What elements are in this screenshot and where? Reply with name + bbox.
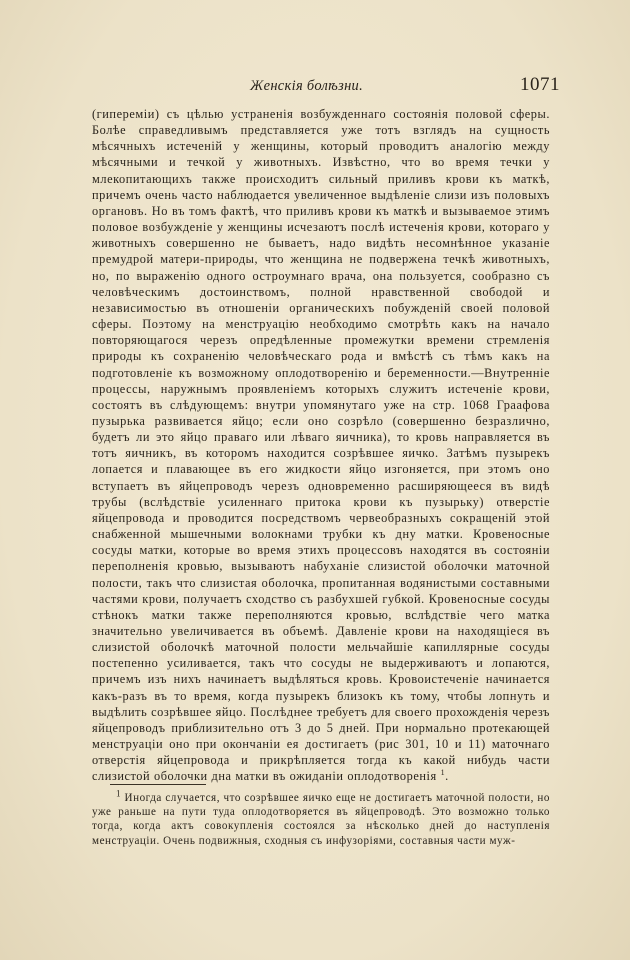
footnote-reference: 1 [440, 768, 446, 778]
body-paragraph: (гипереміи) съ цѣлью устраненія возбужденнаго состоянія половой сферы. Болѣе справедливымъ представляется уже тотъ взглядъ на сущность мѣсячныхъ истеченій у женщины, который проводитъ аналогію между мѣсячными и течкой у животныхъ. Извѣстно, что во время течки у млекопитающихъ также происходитъ сильный приливъ крови къ маткѣ, причемъ очень часто наблюдается увеличенное выдѣленіе слизи изъ половыхъ органовъ. Но въ томъ фактѣ, что приливъ крови къ маткѣ и вызываемое этимъ половое возбужденіе у женщины исчезаютъ послѣ истеченія крови, котораго у животныхъ совершенно не бываетъ, надо видѣть несомнѣнное указаніе премудрой матери-природы, что женщина не подвержена течкѣ животныхъ, но, по выраженію одного остроумнаго врача, она пользуется, сообразно съ человѣческимъ достоинствомъ, полной нравственной свободой и независимостью въ отношеніи органическихъ побужденій своей половой сферы. Поэтому на менструацію необходимо смотрѣть какъ на начало повторяющагося черезъ опредѣленные промежутки времени стремленія природы къ сохраненію человѣческаго рода и вмѣстѣ съ тѣмъ какъ на подготовленіе къ возможному оплодотворенію и беременности.—Внутренніе процессы, наружнымъ проявленіемъ которыхъ служитъ истеченіе крови, состоятъ въ слѣдующемъ: внутри упомянутаго уже на стр. 1068 Граафова пузырька развивается яйцо; если оно созрѣло (совершенно безразлично, будетъ ли это яйцо праваго или лѣваго яичника), то кровь направляется въ тотъ яичникъ, въ которомъ находится созрѣвшее яичко. Затѣмъ пузырекъ лопается и плавающее въ его жидкости яйцо изгоняется, при этомъ оно вступаетъ въ яйцепроводъ черезъ одновременно расширяющееся въ видѣ трубы (вслѣдствіе усиленнаго притока крови къ пузырьку) отверстіе яйцепровода и проводится посредствомъ червеобразныхъ сокращеній этой снабженной мышечными волокнами трубки къ дну матки. Кровеносные сосуды матки, которые во время этихъ процессовъ находятся въ состояніи переполненія кровью, вызываютъ набуханіе слизистой оболочки маточной полости, такъ что слизистая оболочка, пропитанная водянистыми составными частями крови, получаетъ сходство съ разбухшей губкой. Кровеносные сосуды стѣнокъ матки также переполняются кровью, вслѣдствіе чего матка значительно увеличивается въ объемѣ. Давленіе крови на находящіеся въ слизистой оболочкѣ маточной полости мельчайшіе капиллярные сосуды постепенно усиливается, такъ что сосуды не выдерживаютъ и лопаются, причемъ изъ нихъ начинаетъ выдѣляться кровь. Кровоистеченіе начинается какъ-разъ въ то время, когда пузырекъ близокъ къ тому, чтобы лопнуть и выдѣлить созрѣвшее яйцо. Послѣднее требуетъ для своего прохожденія черезъ яйцепроводъ приблизительно отъ 3 до 5 дней. При нормально протекающей менструаціи оно при окончаніи ея достигаетъ (рис 301, 10 и 11) маточнаго отверстія яйцепровода и прикрѣпляется тогда къ какой нибудь части слизистой оболочки дна матки въ ожиданіи оплодотворенія $^1$. [92, 107, 550, 784]
footnote-text: Иногда случается, что созрѣвшее яичко еще не достигаетъ маточной полости, но уже раньше на пути туда оплодотворяется въ яйцепроводѣ. Это возможно только тогда, когда актъ совокупленія состоялся за нѣсколько дней до наступленія менструаціи. Очень подвижныя, сходныя съ инфузоріями, составныя части муж- [92, 792, 550, 847]
main-text [92, 106, 550, 785]
paragraph-text: (гипереміи) съ цѣлью устраненія возбужденнаго состоянія половой сферы. Болѣе справедливымъ представляется уже тотъ взглядъ на сущность мѣсячныхъ истеченій у женщины, который проводитъ аналогію между мѣсячными и течкой у животныхъ. Извѣстно, что во время течки у млекопитающихъ также происходитъ сильный приливъ крови къ маткѣ, причемъ очень часто наблюдается увеличенное выдѣленіе слизи изъ половыхъ органовъ. Но въ томъ фактѣ, что приливъ крови къ маткѣ и вызываемое этимъ половое возбужденіе у женщины исчезаютъ послѣ истеченія крови, котораго у животныхъ совершенно не бываетъ, надо видѣть несомнѣнное указаніе премудрой матери-природы, что женщина не подвержена течкѣ животныхъ, но, по выраженію одного остроумнаго врача, она пользуется, сообразно съ человѣческимъ достоинствомъ, полной нравственной свободой и независимостью въ отношеніи органическихъ побужденій своей половой сферы. Поэтому на менструацію необходимо смотрѣть какъ на начало повторяющагося черезъ опредѣленные промежутки времени стремленія природы къ сохраненію человѣческаго рода и вмѣстѣ съ тѣмъ какъ на подготовленіе къ возможному оплодотворенію и беременности.—Внутренніе процессы, наружнымъ проявленіемъ которыхъ служитъ истеченіе крови, состоятъ въ слѣдующемъ: внутри упомянутаго уже на стр. 1068 Граафова пузырька развивается яйцо; если оно созрѣло (совершенно безразлично, будетъ ли это яйцо праваго или лѣваго яичника), то кровь направляется въ тотъ яичникъ, въ которомъ находится созрѣвшее яичко. Затѣмъ пузырекъ лопается и плавающее въ его жидкости яйцо изгоняется, при этомъ оно вступаетъ въ яйцепроводъ черезъ одновременно расширяющееся въ видѣ трубы (вслѣдствіе усиленнаго притока крови къ пузырьку) отверстіе яйцепровода и проводится посредствомъ червеобразныхъ сокращеній этой снабженной мышечными волокнами трубки къ дну матки. Кровеносные сосуды матки, которые во время этихъ процессовъ находятся въ состояніи переполненія кровью, вызываютъ набуханіе слизистой оболочки маточной полости, такъ что слизистая оболочка, пропитанная водянистыми составными частями крови, получаетъ сходство съ разбухшей губкой. Кровеносные сосуды стѣнокъ матки также переполняются кровью, вслѣдствіе чего матка значительно увеличивается въ объемѣ. Давленіе крови на находящіеся въ слизистой оболочкѣ маточной полости мельчайшіе капиллярные сосуды постепенно усиливается, такъ что сосуды не выдерживаютъ и лопаются, причемъ изъ нихъ начинаетъ выдѣляться кровь. Кровоистеченіе начинается какъ-разъ въ то время, когда пузырекъ близокъ къ тому, чтобы лопнуть и выдѣлить созрѣвшее яйцо. Послѣднее требуетъ для своего прохожденія черезъ яйцепроводъ приблизительно отъ 3 до 5 дней. При нормально протекающей менструаціи оно при окончаніи ея достигаетъ (рис 301, 10 и 11) маточнаго отверстія яйцепровода и прикрѣпляется тогда къ какой нибудь части слизистой оболочки дна матки въ ожиданіи оплодотворенія [92, 107, 550, 784]
page-number: 1071 [520, 74, 560, 95]
page-header [92, 76, 560, 102]
running-title: Женскія болѣзни. [250, 78, 364, 94]
footnote-marker: 1 [116, 788, 122, 799]
footnote [92, 788, 550, 848]
footnote-paragraph [92, 788, 550, 848]
footnote-divider [110, 784, 206, 785]
